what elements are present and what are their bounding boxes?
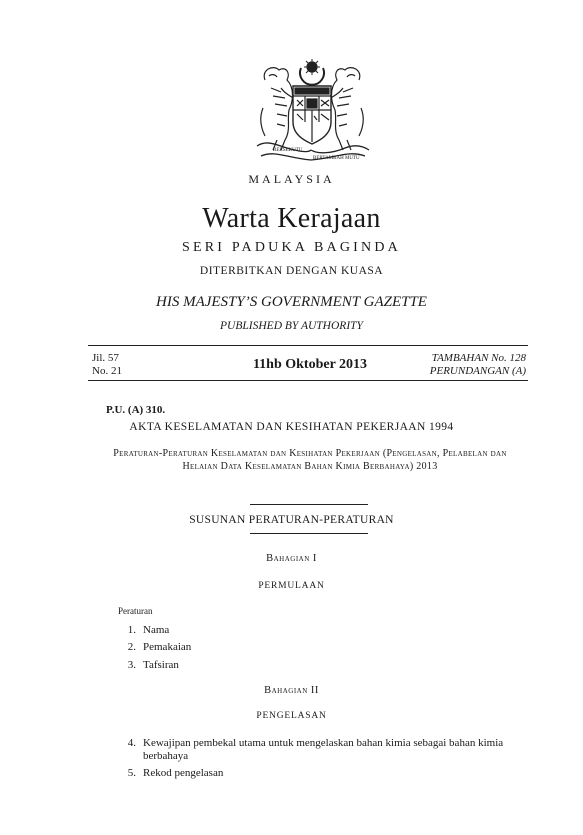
issue-number: No. 21 [92,364,122,377]
header-rule-bottom [88,380,528,381]
item-text: Pemakaian [143,641,192,653]
item-number: 5. [127,767,136,779]
country-name: MALAYSIA [248,172,335,186]
pu-number: P.U. (A) 310. [106,404,166,416]
column-label: Peraturan [118,606,153,616]
crest-motto-right: BERTAMBAH MUTU [313,156,360,161]
coat-of-arms-emblem [251,58,373,166]
gazette-title-english: HIS MAJESTY’S GOVERNMENT GAZETTE [156,294,427,310]
item-text: Tafsiran [143,659,179,671]
part-name: PENGELASAN [256,711,327,721]
item-number: 3. [127,659,136,671]
supplement-number: TAMBAHAN No. 128 [431,352,526,364]
part-heading: Bahagian II [264,685,319,696]
supplement-category: PERUNDANGAN (A) [429,364,526,377]
authority-line-english: PUBLISHED BY AUTHORITY [220,320,363,332]
gazette-title: Warta Kerajaan [202,203,381,234]
supplement-info [430,352,526,377]
item-number: 2. [127,641,136,653]
volume-number: Jil. 57 [92,352,119,364]
item-text: Kewajipan pembekal utama untuk mengelaskan bahan kimia sebagai bahan kimia berbahaya [143,737,504,762]
arrangement-rule-top [250,504,368,505]
act-title: AKTA KESELAMATAN DAN KESIHATAN PEKERJAAN 1994 [129,421,454,433]
authority-line: DITERBITKAN DENGAN KUASA [199,265,384,277]
item-text: Rekod pengelasan [143,767,224,779]
part-name: PERMULAAN [258,581,325,591]
part-heading: Bahagian I [266,553,317,564]
issue-date: 11hb Oktober 2013 [252,357,368,372]
gazette-subtitle: SERI PADUKA BAGINDA [182,240,401,255]
arrangement-rule-bottom [250,533,368,534]
regulation-title: Peraturan-Peraturan Keselamatan dan Kesihatan Pekerjaan (Pengelasan, Pelabelan dan Helaian Data Keselamatan Bahan Kimia Berbahaya) 2013 [113,448,507,472]
item-number: 1. [127,624,136,636]
item-number: 4. [127,737,136,749]
arrangement-heading: SUSUNAN PERATURAN-PERATURAN [189,514,394,526]
item-text: Nama [143,624,170,636]
crest-motto-left: BERSEKUTU [273,148,303,153]
header-rule-top [88,345,528,346]
